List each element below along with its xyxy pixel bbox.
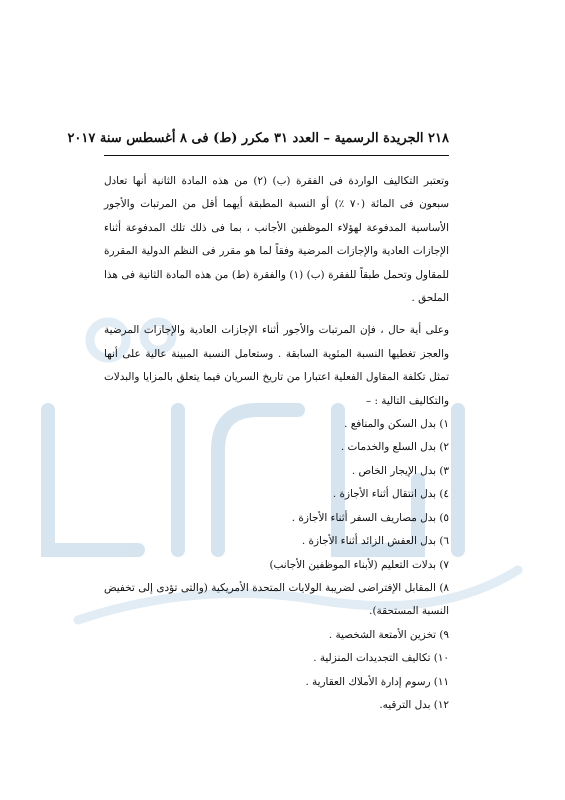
list-item: ٤) بدل انتقال أثناء الأجازة . [332, 488, 449, 501]
page-header: ٢١٨ الجريدة الرسمية – العدد ٣١ مكرر (ط) فى ٨ أغسطس سنة ٢٠١٧ [67, 131, 449, 146]
list-item: ٨) المقابل الإفتراضى لضريبة الولايات المتحدة الأمريكية (والتى تؤدى إلى تخفيض النسبة المستحقة). [104, 581, 449, 618]
list-item: ١) بدل السكن والمنافع . [344, 418, 449, 431]
list-item: ٢) بدل السلع والخدمات . [340, 441, 449, 454]
paragraph-1: وتعتبر التكاليف الواردة فى الفقرة (ب) (٢) من هذه المادة الثانية أنها تعادل سبعون فى المائة (٧٠ ٪) أو النسبة المطبقة أيهما أقل من المرتبات والأجور الأساسية المدفوعة لهؤلاء الموظفين الأجانب ، بما فى ذلك تلك المدفوعة أثناء الإجازات العادية والإجازات المرضية وفقاً لما هو مقرر فى النظم الدولية المقررة للمقاول وتحمل طبقاً للفقرة (ب) (١) والفقرة (ط) من هذه المادة الثانية فى هذا الملحق . [104, 175, 449, 305]
paragraph-2: وعلى أية حال ، فإن المرتبات والأجور أثناء الإجازات العادية والإجازات المرضية والعجز تغطيها النسبة المئوية السابقة . وستعامل النسبة المبينة عالية على أنها تمثل تكلفة المقاول الفعلية اعتبارا من تاريخ السريان فيما يتعلق بالمزايا والبدلات والتكاليف التالية : – [104, 324, 449, 407]
header-divider [104, 155, 449, 156]
list-item: ٣) بدل الإيجار الخاص . [351, 464, 449, 477]
list-item: ٦) بدل العفش الزائد أثناء الأجازة . [301, 535, 449, 548]
allowances-list [104, 413, 449, 717]
list-item: ١٠) تكاليف التجديدات المنزلية . [313, 652, 449, 665]
list-item: ٩) تخزين الأمتعة الشخصية . [328, 628, 449, 641]
list-item: ٧) بدلات التعليم (لأبناء الموظفين الأجانب) [269, 558, 449, 571]
document-body [104, 170, 449, 717]
list-item: ١٢) بدل الترقيه. [379, 698, 449, 711]
list-item: ١١) رسوم إدارة الأملاك العقارية . [305, 675, 449, 688]
list-item: ٥) بدل مصاريف السفر أثناء الأجازة . [291, 511, 449, 524]
